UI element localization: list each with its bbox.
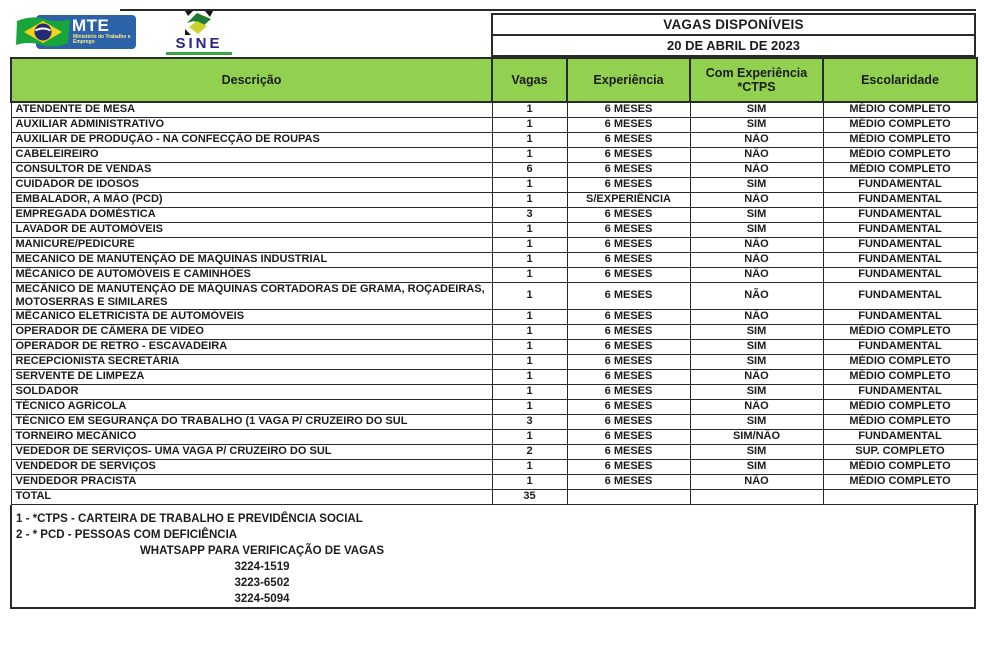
cell-ctps: SIM — [690, 444, 823, 459]
cell-escolaridade — [823, 489, 977, 504]
column-header-com-experiencia-line1: Com Experiência — [705, 66, 808, 80]
cell-escolaridade: MÉDIO COMPLETO — [823, 324, 977, 339]
sine-emblem-icon — [184, 10, 214, 36]
cell-vagas: 1 — [492, 147, 567, 162]
cell-ctps — [690, 489, 823, 504]
title-box — [491, 13, 976, 57]
cell-description: MANICURE/PEDICURE — [11, 237, 492, 252]
cell-vagas: 1 — [492, 324, 567, 339]
table-row — [11, 147, 977, 162]
table-row — [11, 414, 977, 429]
table-row — [11, 399, 977, 414]
cell-vagas: 1 — [492, 102, 567, 117]
mte-logo-subtitle: Ministério do Trabalho e Emprego — [73, 34, 131, 45]
cell-experiencia: 6 MESES — [567, 384, 690, 399]
vacancies-table — [10, 57, 978, 505]
cell-escolaridade: MÉDIO COMPLETO — [823, 414, 977, 429]
cell-experiencia: 6 MESES — [567, 132, 690, 147]
cell-description: EMPREGADA DOMÉSTICA — [11, 207, 492, 222]
table-row — [11, 324, 977, 339]
cell-escolaridade: MÉDIO COMPLETO — [823, 399, 977, 414]
cell-description: LAVADOR DE AUTOMÓVEIS — [11, 222, 492, 237]
footnote-pcd: 2 - * PCD - PESSOAS COM DEFICIÊNCIA — [16, 528, 238, 541]
cell-description: TOTAL — [11, 489, 492, 504]
cell-vagas: 3 — [492, 414, 567, 429]
cell-description: OPERADOR DE RETRO - ESCAVADEIRA — [11, 339, 492, 354]
cell-experiencia: 6 MESES — [567, 117, 690, 132]
cell-vagas: 1 — [492, 237, 567, 252]
cell-ctps: NÃO — [690, 369, 823, 384]
cell-experiencia: 6 MESES — [567, 237, 690, 252]
cell-escolaridade: MÉDIO COMPLETO — [823, 132, 977, 147]
column-header-escolaridade: Escolaridade — [823, 58, 977, 102]
vacancies-rows — [11, 102, 977, 504]
table-row — [11, 162, 977, 177]
cell-experiencia: S/EXPERIÊNCIA — [567, 192, 690, 207]
cell-description: VENDEDOR DE SERVIÇOS — [11, 459, 492, 474]
cell-ctps: SIM — [690, 354, 823, 369]
cell-vagas: 1 — [492, 252, 567, 267]
cell-escolaridade: MÉDIO COMPLETO — [823, 162, 977, 177]
cell-ctps: SIM — [690, 177, 823, 192]
cell-vagas: 1 — [492, 309, 567, 324]
column-header-experiencia: Experiência — [567, 58, 690, 102]
table-row — [11, 429, 977, 444]
cell-ctps: NÃO — [690, 132, 823, 147]
cell-experiencia: 6 MESES — [567, 267, 690, 282]
cell-vagas: 1 — [492, 117, 567, 132]
cell-ctps: SIM — [690, 324, 823, 339]
cell-escolaridade: MÉDIO COMPLETO — [823, 474, 977, 489]
cell-ctps: SIM — [690, 102, 823, 117]
cell-escolaridade: MÉDIO COMPLETO — [823, 147, 977, 162]
sine-logo-strip — [166, 52, 232, 55]
cell-experiencia: 6 MESES — [567, 324, 690, 339]
cell-vagas: 1 — [492, 459, 567, 474]
cell-ctps: SIM — [690, 207, 823, 222]
table-row — [11, 339, 977, 354]
cell-escolaridade: MÉDIO COMPLETO — [823, 102, 977, 117]
column-header-vagas: Vagas — [492, 58, 567, 102]
cell-vagas: 1 — [492, 399, 567, 414]
cell-ctps: NÃO — [690, 147, 823, 162]
cell-vagas: 6 — [492, 162, 567, 177]
cell-escolaridade: MÉDIO COMPLETO — [823, 369, 977, 384]
cell-description: SOLDADOR — [11, 384, 492, 399]
cell-description: AUXILIAR ADMINISTRATIVO — [11, 117, 492, 132]
cell-escolaridade: MÉDIO COMPLETO — [823, 459, 977, 474]
cell-experiencia: 6 MESES — [567, 444, 690, 459]
cell-description: AUXILIAR DE PRODUÇÃO - NA CONFECÇÃO DE ROUPAS — [11, 132, 492, 147]
cell-escolaridade: FUNDAMENTAL — [823, 339, 977, 354]
cell-vagas: 3 — [492, 207, 567, 222]
cell-vagas: 1 — [492, 354, 567, 369]
cell-vagas: 1 — [492, 282, 567, 309]
cell-vagas: 1 — [492, 192, 567, 207]
table-row — [11, 282, 977, 309]
cell-escolaridade: FUNDAMENTAL — [823, 237, 977, 252]
whatsapp-phone: 3224-1519 — [234, 560, 290, 573]
cell-description: CUIDADOR DE IDOSOS — [11, 177, 492, 192]
cell-vagas: 1 — [492, 429, 567, 444]
cell-escolaridade: FUNDAMENTAL — [823, 384, 977, 399]
cell-escolaridade: FUNDAMENTAL — [823, 207, 977, 222]
cell-ctps: NÃO — [690, 309, 823, 324]
cell-ctps: SIM — [690, 384, 823, 399]
cell-experiencia: 6 MESES — [567, 177, 690, 192]
cell-experiencia: 6 MESES — [567, 207, 690, 222]
cell-escolaridade: FUNDAMENTAL — [823, 267, 977, 282]
cell-ctps: SIM/NÃO — [690, 429, 823, 444]
cell-experiencia: 6 MESES — [567, 339, 690, 354]
footer-notes-box — [10, 505, 976, 609]
table-row — [11, 309, 977, 324]
cell-ctps: SIM — [690, 414, 823, 429]
cell-description: CONSULTOR DE VENDAS — [11, 162, 492, 177]
cell-ctps: NÃO — [690, 162, 823, 177]
header-band — [10, 8, 976, 57]
footnote-ctps: 1 - *CTPS - CARTEIRA DE TRABALHO E PREVIDÊNCIA SOCIAL — [16, 512, 363, 525]
cell-description: VENDEDOR PRACISTA — [11, 474, 492, 489]
cell-description: TÉCNICO AGRÍCOLA — [11, 399, 492, 414]
cell-ctps: NÃO — [690, 192, 823, 207]
brazil-flag-icon — [12, 12, 74, 52]
cell-escolaridade: FUNDAMENTAL — [823, 192, 977, 207]
cell-escolaridade: MÉDIO COMPLETO — [823, 117, 977, 132]
cell-description: MÊCANICO ELETRICISTA DE AUTOMÓVEIS — [11, 309, 492, 324]
sine-logo — [156, 10, 242, 55]
cell-experiencia: 6 MESES — [567, 414, 690, 429]
cell-escolaridade: FUNDAMENTAL — [823, 222, 977, 237]
cell-description: ATENDENTE DE MESA — [11, 102, 492, 117]
cell-vagas: 1 — [492, 222, 567, 237]
cell-vagas: 1 — [492, 132, 567, 147]
cell-escolaridade: FUNDAMENTAL — [823, 309, 977, 324]
cell-escolaridade: FUNDAMENTAL — [823, 252, 977, 267]
table-row — [11, 102, 977, 117]
mte-logo — [12, 12, 136, 52]
table-row — [11, 207, 977, 222]
sine-logo-label: SINE — [175, 35, 223, 52]
cell-ctps: NÃO — [690, 237, 823, 252]
mte-logo-label: MTE — [72, 16, 110, 35]
cell-experiencia: 6 MESES — [567, 399, 690, 414]
cell-ctps: NÃO — [690, 399, 823, 414]
cell-ctps: NÃO — [690, 282, 823, 309]
cell-ctps: NÃO — [690, 267, 823, 282]
table-row — [11, 117, 977, 132]
cell-description: MÊCANICO DE AUTOMÓVEIS E CAMINHÕES — [11, 267, 492, 282]
cell-description: MECÂNICO DE MANUTENÇÃO DE MÁQUINAS CORTADORAS DE GRAMA, ROÇADEIRAS, MOTOSERRAS E SIMILARES — [11, 282, 492, 309]
table-row — [11, 459, 977, 474]
cell-experiencia: 6 MESES — [567, 147, 690, 162]
column-header-com-experiencia-line2: *CTPS — [737, 80, 776, 94]
page-date: 20 DE ABRIL DE 2023 — [667, 38, 800, 53]
cell-vagas: 2 — [492, 444, 567, 459]
cell-experiencia: 6 MESES — [567, 162, 690, 177]
cell-vagas: 35 — [492, 489, 567, 504]
cell-experiencia: 6 MESES — [567, 459, 690, 474]
whatsapp-heading: WHATSAPP PARA VERIFICAÇÃO DE VAGAS — [139, 544, 385, 557]
cell-ctps: NÃO — [690, 474, 823, 489]
column-header-com-experiencia — [690, 58, 823, 102]
cell-description: TORNEIRO MECÂNICO — [11, 429, 492, 444]
whatsapp-phone: 3224-5094 — [234, 592, 290, 605]
table-row — [11, 222, 977, 237]
table-row — [11, 192, 977, 207]
cell-experiencia: 6 MESES — [567, 282, 690, 309]
table-row — [11, 237, 977, 252]
cell-vagas: 1 — [492, 339, 567, 354]
cell-description: MECANICO DE MANUTENÇÃO DE MAQUINAS INDUSTRIAL — [11, 252, 492, 267]
cell-vagas: 1 — [492, 369, 567, 384]
cell-vagas: 1 — [492, 474, 567, 489]
cell-experiencia: 6 MESES — [567, 222, 690, 237]
cell-description: EMBALADOR, A MÃO (PCD) — [11, 192, 492, 207]
cell-ctps: SIM — [690, 117, 823, 132]
cell-experiencia: 6 MESES — [567, 369, 690, 384]
cell-experiencia: 6 MESES — [567, 474, 690, 489]
table-row — [11, 444, 977, 459]
cell-escolaridade: FUNDAMENTAL — [823, 282, 977, 309]
cell-description: CABELEIREIRO — [11, 147, 492, 162]
cell-description: SERVENTE DE LIMPEZA — [11, 369, 492, 384]
whatsapp-block — [16, 543, 508, 607]
column-header-descricao: Descrição — [11, 58, 492, 102]
whatsapp-phone: 3223-6502 — [234, 576, 290, 589]
cell-escolaridade: SUP. COMPLETO — [823, 444, 977, 459]
cell-vagas: 1 — [492, 267, 567, 282]
cell-escolaridade: MÉDIO COMPLETO — [823, 354, 977, 369]
table-row — [11, 267, 977, 282]
table-row — [11, 177, 977, 192]
table-row — [11, 474, 977, 489]
cell-vagas: 1 — [492, 177, 567, 192]
cell-experiencia: 6 MESES — [567, 252, 690, 267]
table-row — [11, 132, 977, 147]
cell-experiencia: 6 MESES — [567, 309, 690, 324]
cell-vagas: 1 — [492, 384, 567, 399]
table-header-row — [11, 58, 977, 102]
cell-ctps: NÃO — [690, 252, 823, 267]
cell-experiencia: 6 MESES — [567, 354, 690, 369]
total-row — [11, 489, 977, 504]
cell-description: TÉCNICO EM SEGURANÇA DO TRABALHO (1 VAGA P/ CRUZEIRO DO SUL — [11, 414, 492, 429]
cell-experiencia: 6 MESES — [567, 102, 690, 117]
page-title: VAGAS DISPONÍVEIS — [493, 15, 974, 36]
cell-description: RECEPCIONISTA SECRETÁRIA — [11, 354, 492, 369]
table-row — [11, 384, 977, 399]
cell-description: OPERADOR DE CÂMERA DE VIDEO — [11, 324, 492, 339]
cell-description: VEDEDOR DE SERVIÇOS- UMA VAGA P/ CRUZEIRO DO SUL — [11, 444, 492, 459]
vacancy-bulletin — [10, 8, 976, 609]
cell-experiencia — [567, 489, 690, 504]
table-row — [11, 252, 977, 267]
cell-ctps: SIM — [690, 459, 823, 474]
cell-ctps: SIM — [690, 339, 823, 354]
logo-area — [10, 8, 491, 57]
cell-experiencia: 6 MESES — [567, 429, 690, 444]
table-row — [11, 369, 977, 384]
cell-escolaridade: FUNDAMENTAL — [823, 177, 977, 192]
table-row — [11, 354, 977, 369]
cell-ctps: SIM — [690, 222, 823, 237]
cell-escolaridade: FUNDAMENTAL — [823, 429, 977, 444]
